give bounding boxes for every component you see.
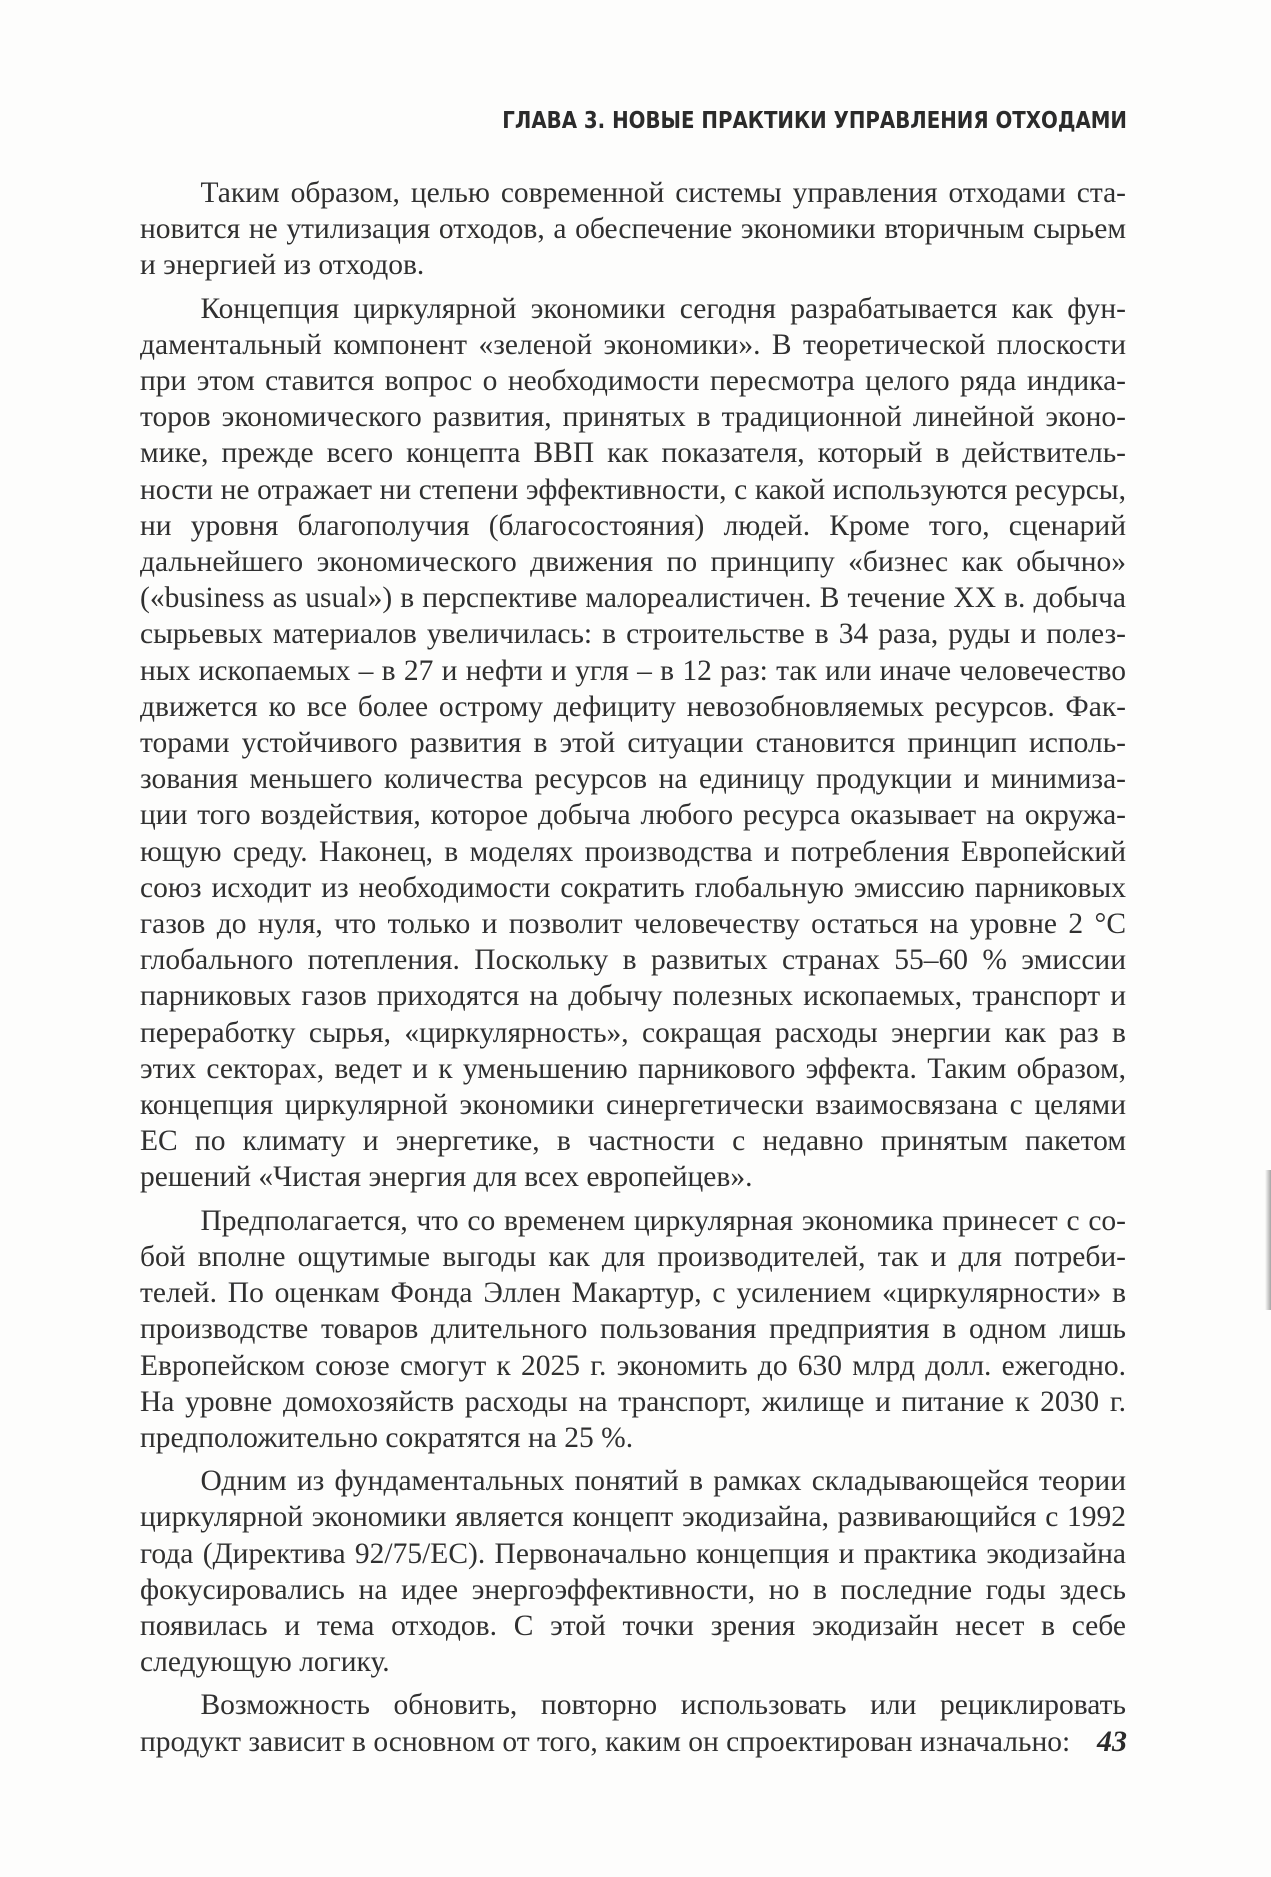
paragraph: Возможность обновить, повторно использовать или рециклировать продукт зависит в основном от того, каким он спроектирован изначально: [140, 1689, 1126, 1758]
paragraph: Таким образом, целью современной системы управления отходами становится не утилизация отходов, а обеспечение экономики вторичным сырьем и энергией из отходов. [140, 177, 1126, 282]
running-header: ГЛАВА 3. НОВЫЕ ПРАКТИКИ УПРАВЛЕНИЯ ОТХОДАМИ [502, 108, 1127, 134]
page-number: 43 [1097, 1725, 1127, 1758]
paragraph: Одним из фундаментальных понятий в рамках складывающейся теории циркулярной экономики является концепт экодизайна, развивающийся с 1992 года (Директива 92/75/ЕС). Первоначально концепция и практика экодизайна фокусировались на идее энергоэффективности, но в последние годы здесь появилась и тема отходов. С этой точки зрения экодизайн несет в себе следующую логику. [140, 1465, 1126, 1679]
paragraph: Предполагается, что со временем циркулярная экономика принесет с собой вполне ощутимые выгоды как для производителей, так и для потребителей. По оценкам Фонда Эллен Макартур, с усилением «циркулярности» в производстве товаров длительного пользования предприятия в одном лишь Европейском союзе смогут к 2025 г. экономить до 630 млрд долл. ежегодно. На уровне домохозяйств расходы на транспорт, жилище и питание к 2030 г. предположительно сократятся на 25 %. [140, 1204, 1126, 1454]
page-edge-shadow [1265, 1170, 1271, 1310]
page-body [140, 175, 1126, 1767]
paragraph: Концепция циркулярной экономики сегодня разрабатывается как фундаментальный компонент «зеленой экономики». В теоретической плоскости при этом ставится вопрос о необходимости пересмотра целого ряда индикаторов экономического развития, принятых в традиционной линейной экономике, прежде всего концепта ВВП как показателя, который в действительности не отражает ни степени эффективности, с какой используются ресурсы, ни уровня благополучия (благосостояния) людей. Кроме того, сценарий дальнейшего экономического движения по принципу «бизнес как обычно» («business as usual») в перспективе малореалистичен. В течение XX в. добыча сырьевых материалов увеличилась: в строительстве в 34 раза, руды и полезных ископаемых – в 27 и нефти и угля – в 12 раз: так или иначе человечество движется ко все более острому дефициту невозобновляемых ресурсов. Факторами устойчивого развития в этой ситуации становится принцип использования меньшего количества ресурсов на единицу продукции и минимизации того воздействия, которое добыча любого ресурса оказывает на окружающую среду. Наконец, в моделях производства и потребления Европейский союз исходит из необходимости сократить глобальную эмиссию парниковых газов до нуля, что только и позволит человечеству остаться на уровне 2 °С глобального потепления. Поскольку в развитых странах 55–60 % эмиссии парниковых газов приходятся на добычу полезных ископаемых, транспорт и переработку сырья, «циркулярность», сокращая расходы энергии как раз в этих секторах, ведет и к уменьшению парникового эффекта. Таким образом, концепция циркулярной экономики синергетически взаимосвязана с целями ЕС по климату и энергетике, в частности с недавно принятым пакетом решений «Чистая энергия для всех европейцев». [140, 292, 1126, 1194]
